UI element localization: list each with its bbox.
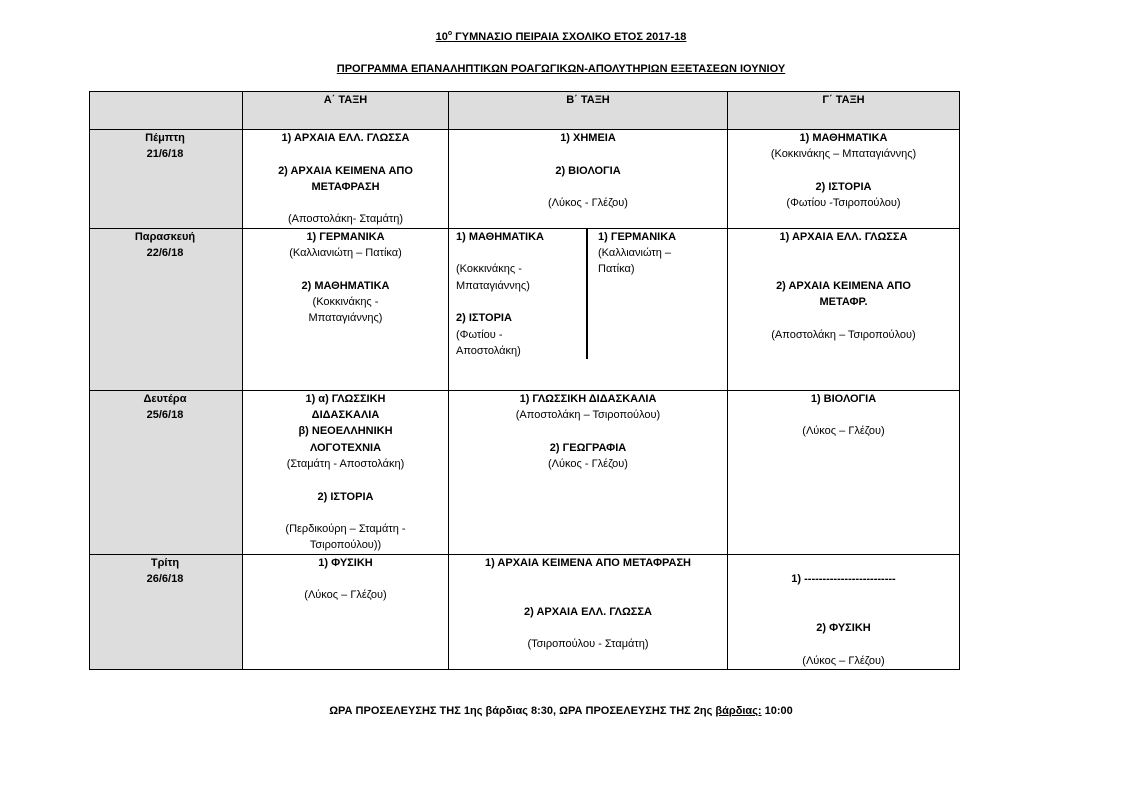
examiners: Πατίκα) (598, 263, 635, 276)
day-cell-thursday (90, 130, 243, 229)
day-cell-tuesday (90, 554, 243, 669)
header-c-class: Γ΄ ΤΑΞΗ (728, 92, 960, 130)
title-text: 10 (435, 31, 448, 43)
exam-subject: 1) ΑΡΧΑΙΑ ΕΛΛ. ΓΛΩΣΣΑ (779, 230, 908, 243)
cell-fri-c (728, 228, 960, 390)
document-title (0, 30, 1122, 44)
exam-subject: ΛΟΓΟΤΕΧΝΙΑ (309, 441, 382, 454)
exam-subject: 2) ΙΣΤΟΡΙΑ (456, 312, 512, 325)
footer-underlined-text: βάρδιας: (715, 705, 762, 717)
examiners: (Φωτίου -Τσιροπούλου) (786, 197, 901, 210)
exam-subject: 2) ΒΙΟΛΟΓΙΑ (555, 164, 621, 177)
examiners: Μπαταγιάννης) (308, 312, 383, 325)
exam-subject: ΔΙΔΑΣΚΑΛΙΑ (311, 409, 380, 422)
cell-mon-a (243, 390, 449, 554)
exam-schedule-table (89, 91, 960, 670)
exam-subject: 2) ΙΣΤΟΡΙΑ (317, 490, 374, 503)
cell-thu-b (449, 130, 728, 229)
table-row (90, 228, 960, 390)
exam-subject: 1) ΑΡΧΑΙΑ ΕΛΛ. ΓΛΩΣΣΑ (281, 132, 410, 144)
examiners: (Λύκος – Γλέζου) (802, 654, 885, 667)
day-name: Πέμπτη (145, 132, 185, 144)
examiners: (Καλλιανιώτη – (598, 247, 672, 260)
cell-tue-a (243, 554, 449, 669)
examiners: (Αποστολάκη – Τσιροπούλου) (515, 409, 661, 422)
cell-fri-b-left (449, 229, 588, 359)
examiners: (Καλλιανιώτη – Πατίκα) (289, 247, 402, 260)
exam-subject: 1) α) ΓΛΩΣΣΙΚΗ (305, 392, 386, 405)
examiners: (Σταμάτη - Αποστολάκη) (286, 457, 405, 470)
exam-subject: 2) ΓΕΩΓΡΑΦΙΑ (549, 441, 627, 454)
day-cell-monday (90, 390, 243, 554)
exam-subject: 2) ΙΣΤΟΡΙΑ (815, 180, 872, 193)
exam-subject: 2) ΑΡΧΑΙΑ ΕΛΛ. ΓΛΩΣΣΑ (524, 605, 652, 618)
examiners: (Λύκος - Γλέζου) (548, 197, 628, 210)
cell-fri-b-right (588, 229, 727, 359)
examiners: (Κοκκινάκης - (456, 263, 522, 276)
day-date: 22/6/18 (146, 247, 184, 260)
table-row (90, 130, 960, 229)
exam-subject: 1) ΜΑΘΗΜΑΤΙΚΑ (799, 132, 888, 144)
exam-subject: 1) ΜΑΘΗΜΑΤΙΚΑ (456, 230, 545, 243)
arrival-times-footer (0, 704, 1122, 718)
exam-subject: β) ΝΕΟΕΛΛΗΝΙΚΗ (298, 425, 393, 438)
day-name: Παρασκευή (134, 230, 196, 243)
exam-subject: 1) ΦΥΣΙΚΗ (318, 556, 373, 569)
exam-subject: 2) ΜΑΘΗΜΑΤΙΚΑ (301, 279, 390, 292)
cell-thu-a (243, 130, 449, 229)
exam-subject: 1) ΓΕΡΜΑΝΙΚΑ (598, 230, 677, 243)
exam-subject: 2) ΑΡΧΑΙΑ ΚΕΙΜΕΝΑ ΑΠΟ (776, 279, 911, 292)
cell-fri-a (243, 228, 449, 390)
title-text-rest: ΓΥΜΝΑΣΙΟ ΠΕΙΡΑΙΑ ΣΧΟΛΙΚΟ ΕΤΟΣ 2017-18 (452, 31, 687, 43)
day-date: 26/6/18 (146, 573, 184, 586)
cell-mon-c (728, 390, 960, 554)
cell-mon-b (449, 390, 728, 554)
examiners: (Τσιροπούλου - Σταμάτη) (527, 638, 649, 651)
header-row (90, 92, 960, 130)
examiners: (Αποστολάκη – Τσιροπούλου) (771, 328, 916, 341)
exam-subject: 1) ΓΛΩΣΣΙΚΗ ΔΙΔΑΣΚΑΛΙΑ (519, 392, 657, 405)
day-cell-friday (90, 228, 243, 390)
examiners: Τσιροπούλου)) (309, 539, 382, 552)
cell-fri-b (449, 228, 728, 390)
examiners: (Λύκος – Γλέζου) (802, 425, 885, 438)
examiners: (Λύκος - Γλέζου) (548, 457, 628, 470)
header-a-class: Α΄ ΤΑΞΗ (243, 92, 449, 130)
exam-subject: ΜΕΤΑΦΡ. (819, 295, 868, 308)
exam-subject: 2) ΑΡΧΑΙΑ ΚΕΙΜΕΝΑ ΑΠΟ ΜΕΤΑΦΡΑΣΗ (278, 164, 413, 193)
table-row (90, 390, 960, 554)
examiners: (Κοκκινάκης - (312, 295, 379, 308)
cell-tue-b (449, 554, 728, 669)
header-b-class: Β΄ ΤΑΞΗ (449, 92, 728, 130)
day-name: Τρίτη (150, 556, 180, 569)
day-name: Δευτέρα (143, 392, 187, 405)
examiners: (Περδικούρη – Σταμάτη - (285, 523, 406, 536)
day-date: 25/6/18 (146, 409, 184, 422)
exam-subject: 2) ΦΥΣΙΚΗ (816, 621, 871, 634)
table-row (90, 554, 960, 669)
examiners: Μπαταγιάννης) (456, 279, 530, 292)
cell-tue-c (728, 554, 960, 669)
exam-subject: 1) ΒΙΟΛΟΓΙΑ (810, 392, 877, 405)
exam-subject: 1) ΧΗΜΕΙΑ (560, 132, 616, 144)
day-date: 21/6/18 (146, 148, 184, 161)
exam-subject: 1) ΑΡΧΑΙΑ ΚΕΙΜΕΝΑ ΑΠΟ ΜΕΤΑΦΡΑΣΗ (484, 556, 691, 569)
exam-subject: 1) ------------------------- (791, 573, 896, 586)
examiners: (Αποστολάκη- Σταμάτη) (287, 213, 404, 226)
examiners: Αποστολάκη) (456, 344, 521, 357)
footer-text: ΩΡΑ ΠΡΟΣΕΛΕΥΣΗΣ ΤΗΣ 1ης βάρδιας 8:30, ΩΡΑ ΠΡΟΣΕΛΕΥΣΗΣ ΤΗΣ 2ης (329, 705, 716, 717)
cell-thu-c (728, 130, 960, 229)
examiners: (Φωτίου - (456, 328, 503, 341)
exam-subject: 1) ΓΕΡΜΑΝΙΚΑ (306, 230, 385, 243)
examiners: (Λύκος – Γλέζου) (304, 589, 387, 602)
corner-cell (90, 92, 243, 130)
examiners: (Κοκκινάκης – Μπαταγιάννης) (770, 148, 917, 161)
document-subtitle: ΠΡΟΓΡΑΜΜΑ ΕΠΑΝΑΛΗΠΤΙΚΩΝ ΡΟΑΓΩΓΙΚΩΝ-ΑΠΟΛΥΤΗΡΙΩΝ ΕΞΕΤΑΣΕΩΝ ΙΟΥΝΙΟΥ (336, 63, 786, 75)
title-superscript: ο (447, 30, 453, 37)
footer-time: 10:00 (761, 705, 793, 717)
